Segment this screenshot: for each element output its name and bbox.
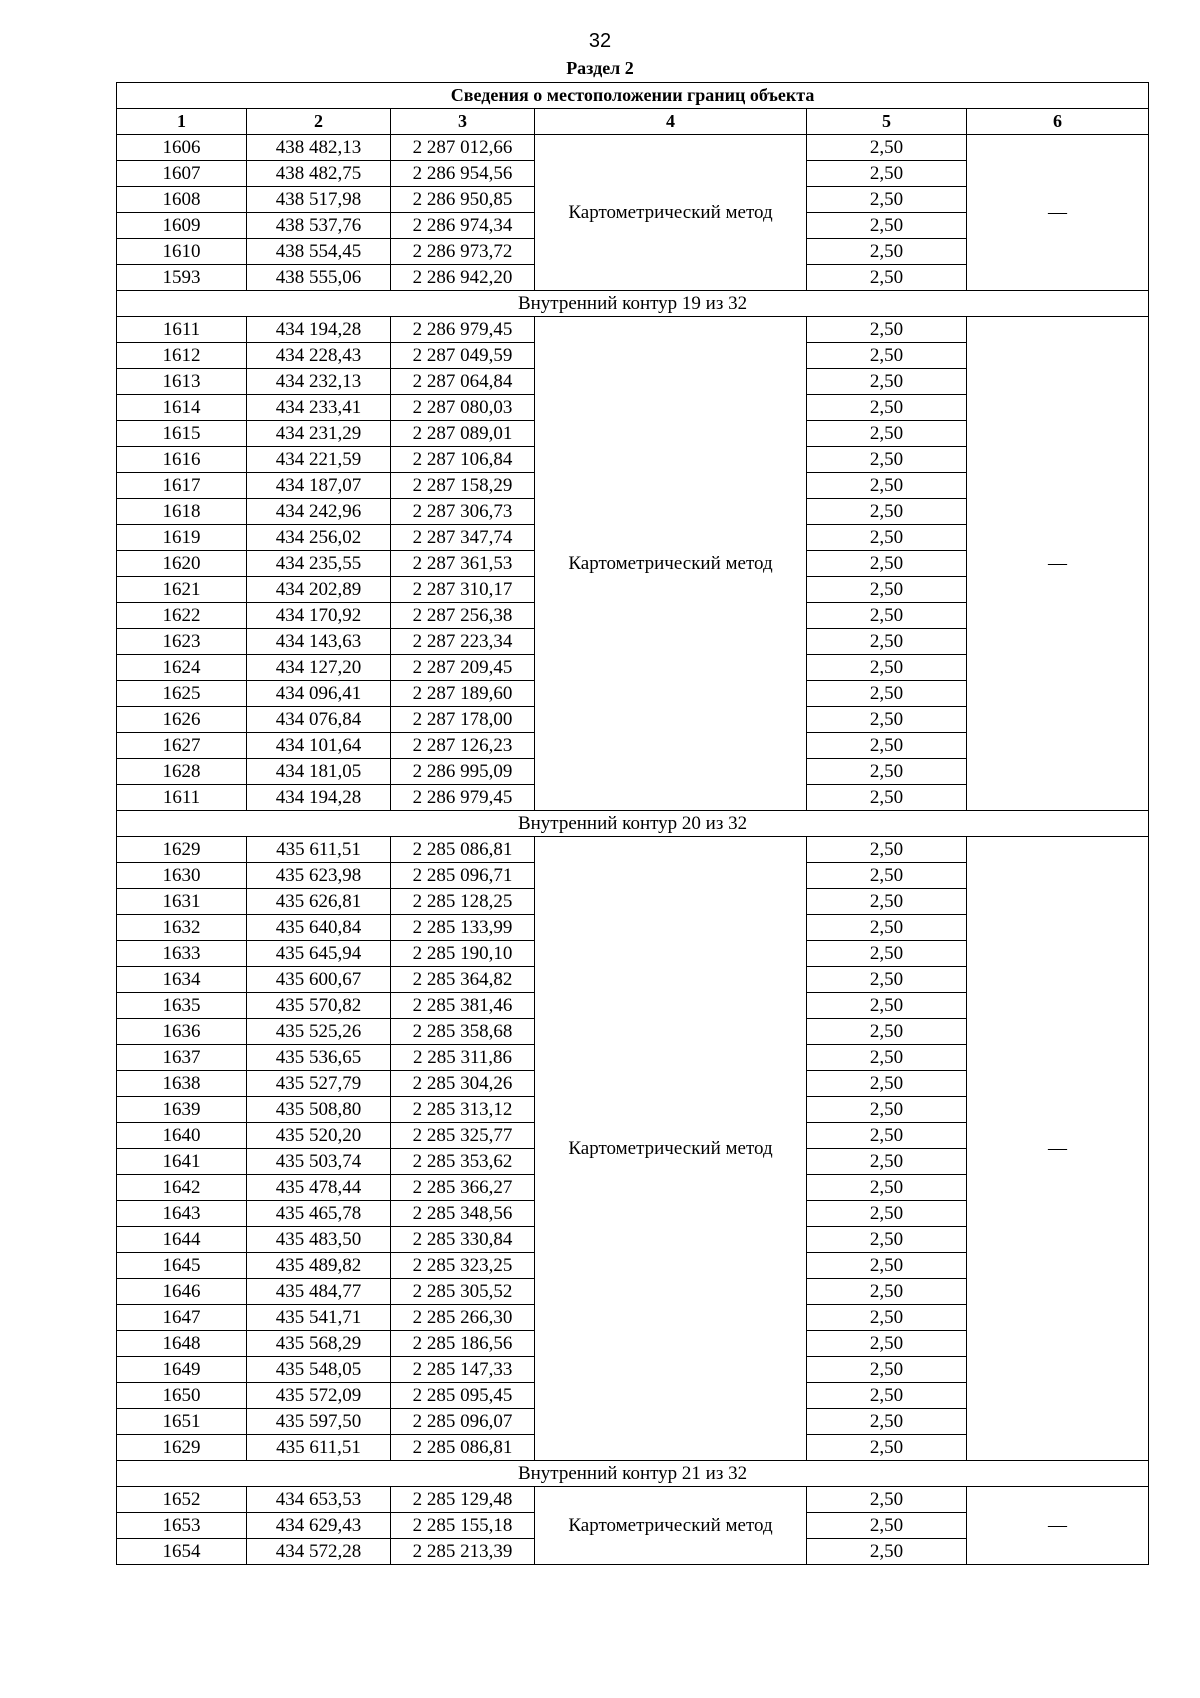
section-title: Раздел 2 — [566, 58, 634, 78]
x-coordinate-cell: 438 554,45 — [247, 239, 391, 265]
y-coordinate-cell: 2 286 974,34 — [391, 213, 535, 239]
x-coordinate-cell: 434 235,55 — [247, 551, 391, 577]
x-coordinate-cell: 435 541,71 — [247, 1305, 391, 1331]
y-coordinate-cell: 2 287 064,84 — [391, 369, 535, 395]
accuracy-cell: 2,50 — [807, 343, 967, 369]
point-number-cell: 1646 — [117, 1279, 247, 1305]
accuracy-cell: 2,50 — [807, 1383, 967, 1409]
point-number-cell: 1615 — [117, 421, 247, 447]
accuracy-cell: 2,50 — [807, 1305, 967, 1331]
x-coordinate-cell: 434 572,28 — [247, 1539, 391, 1565]
y-coordinate-cell: 2 286 973,72 — [391, 239, 535, 265]
y-coordinate-cell: 2 287 178,00 — [391, 707, 535, 733]
accuracy-cell: 2,50 — [807, 577, 967, 603]
point-number-cell: 1643 — [117, 1201, 247, 1227]
accuracy-cell: 2,50 — [807, 889, 967, 915]
accuracy-cell: 2,50 — [807, 837, 967, 863]
point-number-cell: 1613 — [117, 369, 247, 395]
x-coordinate-cell: 435 508,80 — [247, 1097, 391, 1123]
method-cell: Картометрический метод — [535, 837, 807, 1461]
x-coordinate-cell: 438 517,98 — [247, 187, 391, 213]
point-number-cell: 1636 — [117, 1019, 247, 1045]
accuracy-cell: 2,50 — [807, 1279, 967, 1305]
accuracy-cell: 2,50 — [807, 707, 967, 733]
x-coordinate-cell: 435 645,94 — [247, 941, 391, 967]
x-coordinate-cell: 435 520,20 — [247, 1123, 391, 1149]
y-coordinate-cell: 2 285 366,27 — [391, 1175, 535, 1201]
point-number-cell: 1612 — [117, 343, 247, 369]
point-number-cell: 1629 — [117, 837, 247, 863]
y-coordinate-cell: 2 285 266,30 — [391, 1305, 535, 1331]
x-coordinate-cell: 435 611,51 — [247, 837, 391, 863]
accuracy-cell: 2,50 — [807, 1175, 967, 1201]
accuracy-cell: 2,50 — [807, 239, 967, 265]
table-title: Сведения о местоположении границ объекта — [117, 83, 1149, 109]
accuracy-cell: 2,50 — [807, 551, 967, 577]
y-coordinate-cell: 2 285 190,10 — [391, 941, 535, 967]
x-coordinate-cell: 435 640,84 — [247, 915, 391, 941]
y-coordinate-cell: 2 285 129,48 — [391, 1487, 535, 1513]
accuracy-cell: 2,50 — [807, 1045, 967, 1071]
point-number-cell: 1649 — [117, 1357, 247, 1383]
table-row — [117, 135, 1149, 161]
table-row — [117, 317, 1149, 343]
x-coordinate-cell: 435 465,78 — [247, 1201, 391, 1227]
y-coordinate-cell: 2 285 213,39 — [391, 1539, 535, 1565]
y-coordinate-cell: 2 286 954,56 — [391, 161, 535, 187]
point-number-cell: 1607 — [117, 161, 247, 187]
accuracy-cell: 2,50 — [807, 1513, 967, 1539]
x-coordinate-cell: 435 548,05 — [247, 1357, 391, 1383]
accuracy-cell: 2,50 — [807, 265, 967, 291]
method-cell: Картометрический метод — [535, 317, 807, 811]
point-number-cell: 1637 — [117, 1045, 247, 1071]
x-coordinate-cell: 434 629,43 — [247, 1513, 391, 1539]
x-coordinate-cell: 434 170,92 — [247, 603, 391, 629]
accuracy-cell: 2,50 — [807, 161, 967, 187]
y-coordinate-cell: 2 285 133,99 — [391, 915, 535, 941]
contour-label: Внутренний контур 20 из 32 — [117, 811, 1149, 837]
y-coordinate-cell: 2 286 979,45 — [391, 785, 535, 811]
column-6-cell: — — [967, 1487, 1149, 1565]
x-coordinate-cell: 434 076,84 — [247, 707, 391, 733]
x-coordinate-cell: 438 482,75 — [247, 161, 391, 187]
x-coordinate-cell: 434 228,43 — [247, 343, 391, 369]
y-coordinate-cell: 2 287 209,45 — [391, 655, 535, 681]
column-header: 1 — [117, 109, 247, 135]
point-number-cell: 1609 — [117, 213, 247, 239]
accuracy-cell: 2,50 — [807, 785, 967, 811]
point-number-cell: 1651 — [117, 1409, 247, 1435]
point-number-cell: 1629 — [117, 1435, 247, 1461]
point-number-cell: 1645 — [117, 1253, 247, 1279]
point-number-cell: 1653 — [117, 1513, 247, 1539]
y-coordinate-cell: 2 286 979,45 — [391, 317, 535, 343]
accuracy-cell: 2,50 — [807, 1357, 967, 1383]
x-coordinate-cell: 435 483,50 — [247, 1227, 391, 1253]
x-coordinate-cell: 434 231,29 — [247, 421, 391, 447]
point-number-cell: 1622 — [117, 603, 247, 629]
x-coordinate-cell: 434 232,13 — [247, 369, 391, 395]
x-coordinate-cell: 435 572,09 — [247, 1383, 391, 1409]
y-coordinate-cell: 2 285 096,71 — [391, 863, 535, 889]
accuracy-cell: 2,50 — [807, 525, 967, 551]
y-coordinate-cell: 2 287 089,01 — [391, 421, 535, 447]
x-coordinate-cell: 435 600,67 — [247, 967, 391, 993]
accuracy-cell: 2,50 — [807, 1097, 967, 1123]
point-number-cell: 1631 — [117, 889, 247, 915]
x-coordinate-cell: 434 181,05 — [247, 759, 391, 785]
boundary-coordinates-table — [116, 82, 1149, 1565]
x-coordinate-cell: 434 127,20 — [247, 655, 391, 681]
point-number-cell: 1625 — [117, 681, 247, 707]
x-coordinate-cell: 435 611,51 — [247, 1435, 391, 1461]
accuracy-cell: 2,50 — [807, 603, 967, 629]
y-coordinate-cell: 2 285 086,81 — [391, 837, 535, 863]
y-coordinate-cell: 2 287 049,59 — [391, 343, 535, 369]
y-coordinate-cell: 2 285 147,33 — [391, 1357, 535, 1383]
accuracy-cell: 2,50 — [807, 941, 967, 967]
accuracy-cell: 2,50 — [807, 187, 967, 213]
y-coordinate-cell: 2 287 080,03 — [391, 395, 535, 421]
x-coordinate-cell: 435 536,65 — [247, 1045, 391, 1071]
accuracy-cell: 2,50 — [807, 213, 967, 239]
accuracy-cell: 2,50 — [807, 993, 967, 1019]
y-coordinate-cell: 2 285 313,12 — [391, 1097, 535, 1123]
point-number-cell: 1652 — [117, 1487, 247, 1513]
accuracy-cell: 2,50 — [807, 1539, 967, 1565]
accuracy-cell: 2,50 — [807, 1071, 967, 1097]
point-number-cell: 1614 — [117, 395, 247, 421]
point-number-cell: 1630 — [117, 863, 247, 889]
x-coordinate-cell: 434 233,41 — [247, 395, 391, 421]
accuracy-cell: 2,50 — [807, 1123, 967, 1149]
table-row — [117, 837, 1149, 863]
y-coordinate-cell: 2 285 305,52 — [391, 1279, 535, 1305]
accuracy-cell: 2,50 — [807, 1227, 967, 1253]
x-coordinate-cell: 435 568,29 — [247, 1331, 391, 1357]
x-coordinate-cell: 434 221,59 — [247, 447, 391, 473]
y-coordinate-cell: 2 285 353,62 — [391, 1149, 535, 1175]
point-number-cell: 1610 — [117, 239, 247, 265]
contour-header-row — [117, 291, 1149, 317]
y-coordinate-cell: 2 286 950,85 — [391, 187, 535, 213]
x-coordinate-cell: 434 242,96 — [247, 499, 391, 525]
y-coordinate-cell: 2 285 096,07 — [391, 1409, 535, 1435]
y-coordinate-cell: 2 287 306,73 — [391, 499, 535, 525]
accuracy-cell: 2,50 — [807, 915, 967, 941]
y-coordinate-cell: 2 287 126,23 — [391, 733, 535, 759]
column-header: 4 — [535, 109, 807, 135]
accuracy-cell: 2,50 — [807, 1331, 967, 1357]
column-header-row — [117, 109, 1149, 135]
y-coordinate-cell: 2 285 364,82 — [391, 967, 535, 993]
contour-label: Внутренний контур 19 из 32 — [117, 291, 1149, 317]
accuracy-cell: 2,50 — [807, 629, 967, 655]
x-coordinate-cell: 434 194,28 — [247, 317, 391, 343]
point-number-cell: 1619 — [117, 525, 247, 551]
point-number-cell: 1647 — [117, 1305, 247, 1331]
contour-label: Внутренний контур 21 из 32 — [117, 1461, 1149, 1487]
accuracy-cell: 2,50 — [807, 1201, 967, 1227]
point-number-cell: 1654 — [117, 1539, 247, 1565]
column-header: 5 — [807, 109, 967, 135]
x-coordinate-cell: 438 482,13 — [247, 135, 391, 161]
x-coordinate-cell: 435 623,98 — [247, 863, 391, 889]
y-coordinate-cell: 2 287 223,34 — [391, 629, 535, 655]
accuracy-cell: 2,50 — [807, 1019, 967, 1045]
page-number: 32 — [588, 30, 612, 52]
column-header: 3 — [391, 109, 535, 135]
accuracy-cell: 2,50 — [807, 369, 967, 395]
x-coordinate-cell: 434 101,64 — [247, 733, 391, 759]
y-coordinate-cell: 2 287 158,29 — [391, 473, 535, 499]
x-coordinate-cell: 434 256,02 — [247, 525, 391, 551]
accuracy-cell: 2,50 — [807, 1435, 967, 1461]
column-header: 6 — [967, 109, 1149, 135]
y-coordinate-cell: 2 287 310,17 — [391, 577, 535, 603]
point-number-cell: 1632 — [117, 915, 247, 941]
point-number-cell: 1611 — [117, 317, 247, 343]
y-coordinate-cell: 2 285 155,18 — [391, 1513, 535, 1539]
y-coordinate-cell: 2 287 347,74 — [391, 525, 535, 551]
point-number-cell: 1611 — [117, 785, 247, 811]
point-number-cell: 1644 — [117, 1227, 247, 1253]
point-number-cell: 1648 — [117, 1331, 247, 1357]
point-number-cell: 1593 — [117, 265, 247, 291]
accuracy-cell: 2,50 — [807, 759, 967, 785]
point-number-cell: 1641 — [117, 1149, 247, 1175]
x-coordinate-cell: 435 525,26 — [247, 1019, 391, 1045]
y-coordinate-cell: 2 285 325,77 — [391, 1123, 535, 1149]
accuracy-cell: 2,50 — [807, 135, 967, 161]
method-cell: Картометрический метод — [535, 135, 807, 291]
table-row — [117, 1487, 1149, 1513]
x-coordinate-cell: 434 096,41 — [247, 681, 391, 707]
accuracy-cell: 2,50 — [807, 447, 967, 473]
accuracy-cell: 2,50 — [807, 421, 967, 447]
accuracy-cell: 2,50 — [807, 1253, 967, 1279]
x-coordinate-cell: 435 478,44 — [247, 1175, 391, 1201]
y-coordinate-cell: 2 285 381,46 — [391, 993, 535, 1019]
y-coordinate-cell: 2 286 995,09 — [391, 759, 535, 785]
point-number-cell: 1635 — [117, 993, 247, 1019]
y-coordinate-cell: 2 285 348,56 — [391, 1201, 535, 1227]
point-number-cell: 1620 — [117, 551, 247, 577]
point-number-cell: 1650 — [117, 1383, 247, 1409]
accuracy-cell: 2,50 — [807, 395, 967, 421]
x-coordinate-cell: 435 503,74 — [247, 1149, 391, 1175]
y-coordinate-cell: 2 285 186,56 — [391, 1331, 535, 1357]
accuracy-cell: 2,50 — [807, 317, 967, 343]
x-coordinate-cell: 435 570,82 — [247, 993, 391, 1019]
x-coordinate-cell: 438 555,06 — [247, 265, 391, 291]
column-6-cell: — — [967, 837, 1149, 1461]
x-coordinate-cell: 438 537,76 — [247, 213, 391, 239]
y-coordinate-cell: 2 287 256,38 — [391, 603, 535, 629]
point-number-cell: 1642 — [117, 1175, 247, 1201]
y-coordinate-cell: 2 285 323,25 — [391, 1253, 535, 1279]
x-coordinate-cell: 434 653,53 — [247, 1487, 391, 1513]
x-coordinate-cell: 434 187,07 — [247, 473, 391, 499]
table-body — [117, 135, 1149, 1565]
y-coordinate-cell: 2 285 311,86 — [391, 1045, 535, 1071]
accuracy-cell: 2,50 — [807, 967, 967, 993]
point-number-cell: 1627 — [117, 733, 247, 759]
point-number-cell: 1638 — [117, 1071, 247, 1097]
point-number-cell: 1608 — [117, 187, 247, 213]
column-6-cell: — — [967, 135, 1149, 291]
point-number-cell: 1634 — [117, 967, 247, 993]
y-coordinate-cell: 2 286 942,20 — [391, 265, 535, 291]
y-coordinate-cell: 2 285 128,25 — [391, 889, 535, 915]
contour-header-row — [117, 811, 1149, 837]
y-coordinate-cell: 2 287 012,66 — [391, 135, 535, 161]
x-coordinate-cell: 434 194,28 — [247, 785, 391, 811]
point-number-cell: 1617 — [117, 473, 247, 499]
accuracy-cell: 2,50 — [807, 1149, 967, 1175]
x-coordinate-cell: 435 597,50 — [247, 1409, 391, 1435]
contour-header-row — [117, 1461, 1149, 1487]
accuracy-cell: 2,50 — [807, 863, 967, 889]
y-coordinate-cell: 2 285 086,81 — [391, 1435, 535, 1461]
y-coordinate-cell: 2 287 189,60 — [391, 681, 535, 707]
point-number-cell: 1639 — [117, 1097, 247, 1123]
x-coordinate-cell: 434 143,63 — [247, 629, 391, 655]
y-coordinate-cell: 2 287 361,53 — [391, 551, 535, 577]
point-number-cell: 1633 — [117, 941, 247, 967]
y-coordinate-cell: 2 285 095,45 — [391, 1383, 535, 1409]
column-6-cell: — — [967, 317, 1149, 811]
accuracy-cell: 2,50 — [807, 1409, 967, 1435]
point-number-cell: 1606 — [117, 135, 247, 161]
point-number-cell: 1623 — [117, 629, 247, 655]
x-coordinate-cell: 434 202,89 — [247, 577, 391, 603]
column-header: 2 — [247, 109, 391, 135]
method-cell: Картометрический метод — [535, 1487, 807, 1565]
y-coordinate-cell: 2 285 330,84 — [391, 1227, 535, 1253]
point-number-cell: 1618 — [117, 499, 247, 525]
accuracy-cell: 2,50 — [807, 681, 967, 707]
point-number-cell: 1624 — [117, 655, 247, 681]
point-number-cell: 1628 — [117, 759, 247, 785]
x-coordinate-cell: 435 527,79 — [247, 1071, 391, 1097]
point-number-cell: 1626 — [117, 707, 247, 733]
accuracy-cell: 2,50 — [807, 1487, 967, 1513]
accuracy-cell: 2,50 — [807, 655, 967, 681]
point-number-cell: 1621 — [117, 577, 247, 603]
x-coordinate-cell: 435 489,82 — [247, 1253, 391, 1279]
x-coordinate-cell: 435 484,77 — [247, 1279, 391, 1305]
y-coordinate-cell: 2 285 304,26 — [391, 1071, 535, 1097]
accuracy-cell: 2,50 — [807, 499, 967, 525]
accuracy-cell: 2,50 — [807, 473, 967, 499]
x-coordinate-cell: 435 626,81 — [247, 889, 391, 915]
y-coordinate-cell: 2 287 106,84 — [391, 447, 535, 473]
accuracy-cell: 2,50 — [807, 733, 967, 759]
y-coordinate-cell: 2 285 358,68 — [391, 1019, 535, 1045]
point-number-cell: 1640 — [117, 1123, 247, 1149]
point-number-cell: 1616 — [117, 447, 247, 473]
